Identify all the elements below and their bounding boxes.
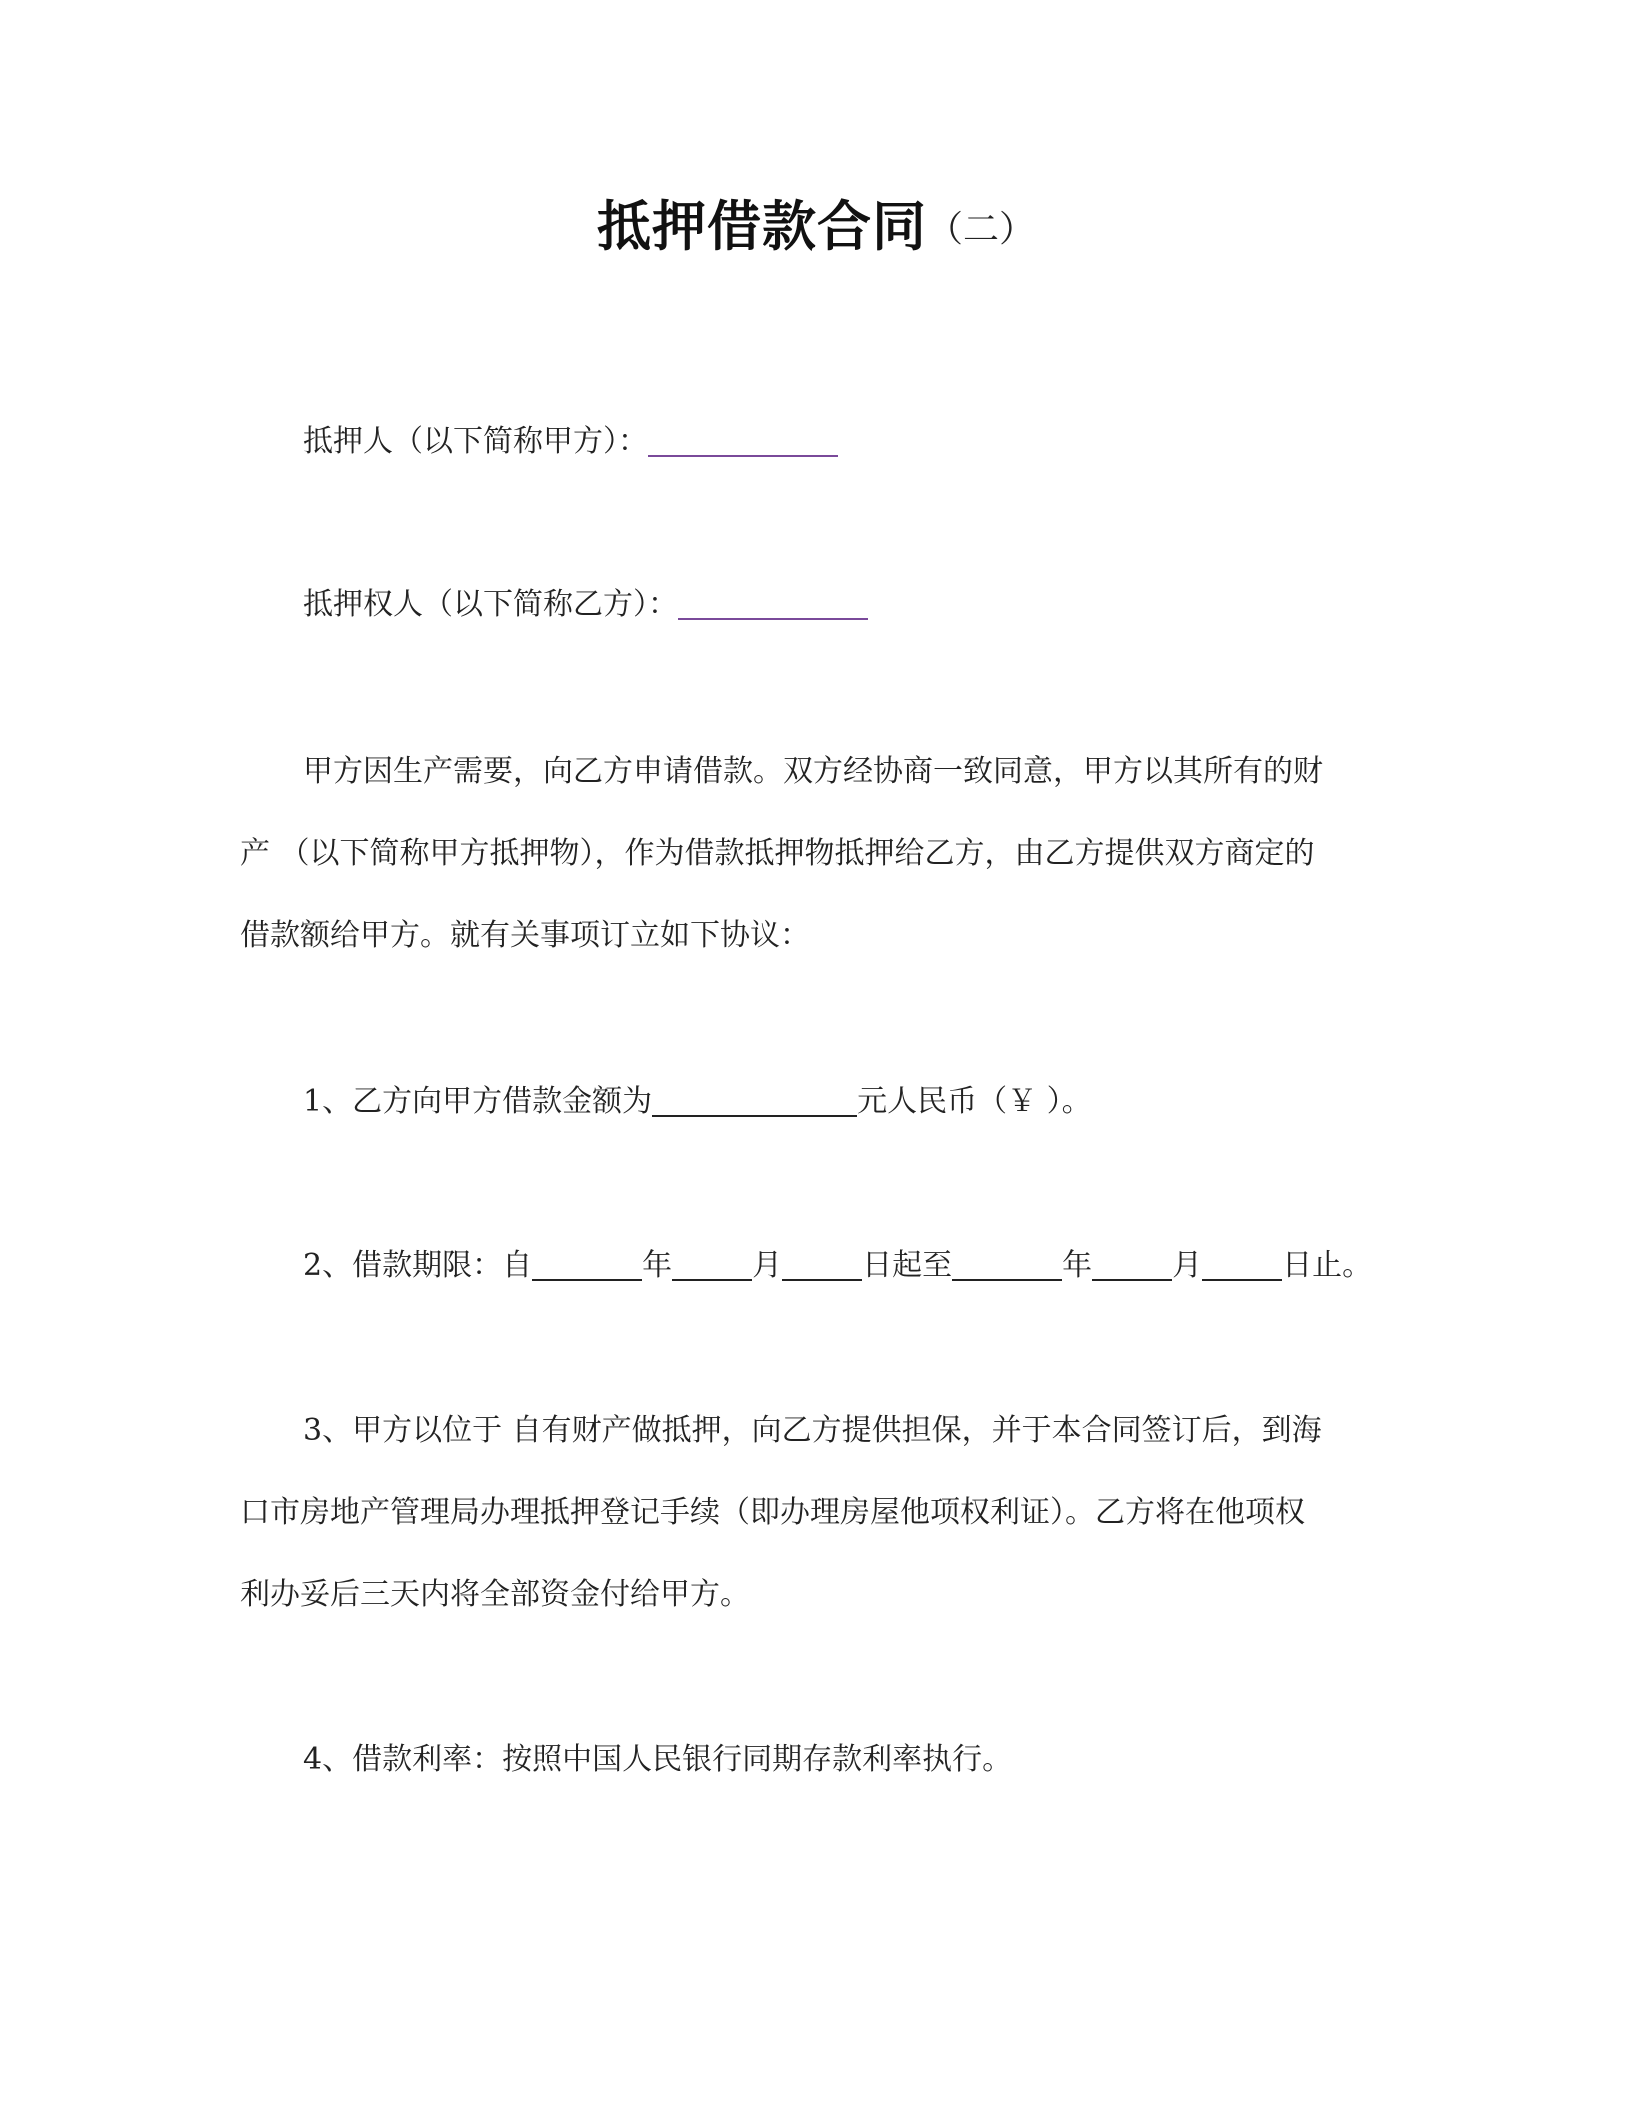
end-month-blank[interactable] (1092, 1249, 1172, 1281)
clause-1-suffix: 元人民币（￥ ）。 (857, 1084, 1092, 1119)
start-month-blank[interactable] (672, 1249, 752, 1281)
intro-line-2: 产 （以下简称甲方抵押物），作为借款抵押物抵押给乙方，由乙方提供双方商定的 (240, 836, 1315, 871)
mortgagee-line (303, 585, 868, 625)
clause-3-line-2: 口市房地产管理局办理抵押登记手续（即办理房屋他项权利证）。乙方将在他项权 (240, 1495, 1305, 1530)
start-day-label: 日起至 (862, 1248, 953, 1283)
clause-1-prefix: 1、乙方向甲方借款金额为 (303, 1084, 653, 1119)
end-year-blank[interactable] (952, 1249, 1062, 1281)
mortgagor-label: 抵押人（以下简称甲方）： (303, 424, 648, 459)
start-month-label: 月 (752, 1248, 783, 1283)
start-year-blank[interactable] (532, 1249, 642, 1281)
clause-3-line-3: 利办妥后三天内将全部资金付给甲方。 (240, 1577, 750, 1612)
intro-line-1: 甲方因生产需要，向乙方申请借款。双方经协商一致同意，甲方以其所有的财 (303, 754, 1323, 789)
start-day-blank[interactable] (782, 1249, 862, 1281)
mortgagor-line (303, 422, 838, 462)
end-day-blank[interactable] (1202, 1249, 1282, 1281)
title-suffix: （二） (926, 209, 1035, 250)
title-main: 抵押借款合同 (596, 195, 927, 258)
start-year-label: 年 (642, 1248, 673, 1283)
clause-4: 4、借款利率：按照中国人民银行同期存款利率执行。 (303, 1742, 1013, 1777)
clause-3-line-1: 3、甲方以位于 自有财产做抵押，向乙方提供担保，并于本合同签订后，到海 (303, 1413, 1322, 1448)
mortgagee-blank[interactable] (678, 588, 868, 620)
mortgagee-label: 抵押权人（以下简称乙方）： (303, 587, 678, 622)
end-month-label: 月 (1172, 1248, 1203, 1283)
end-day-label: 日止。 (1282, 1248, 1373, 1283)
clause-2-prefix: 2、借款期限：自 (303, 1248, 533, 1283)
clause-2 (303, 1246, 1372, 1286)
loan-amount-blank[interactable] (652, 1085, 857, 1117)
document-title (0, 192, 1632, 275)
mortgagor-blank[interactable] (648, 425, 838, 457)
end-year-label: 年 (1062, 1248, 1093, 1283)
intro-line-3: 借款额给甲方。就有关事项订立如下协议： (240, 918, 810, 953)
clause-1 (303, 1082, 1092, 1122)
